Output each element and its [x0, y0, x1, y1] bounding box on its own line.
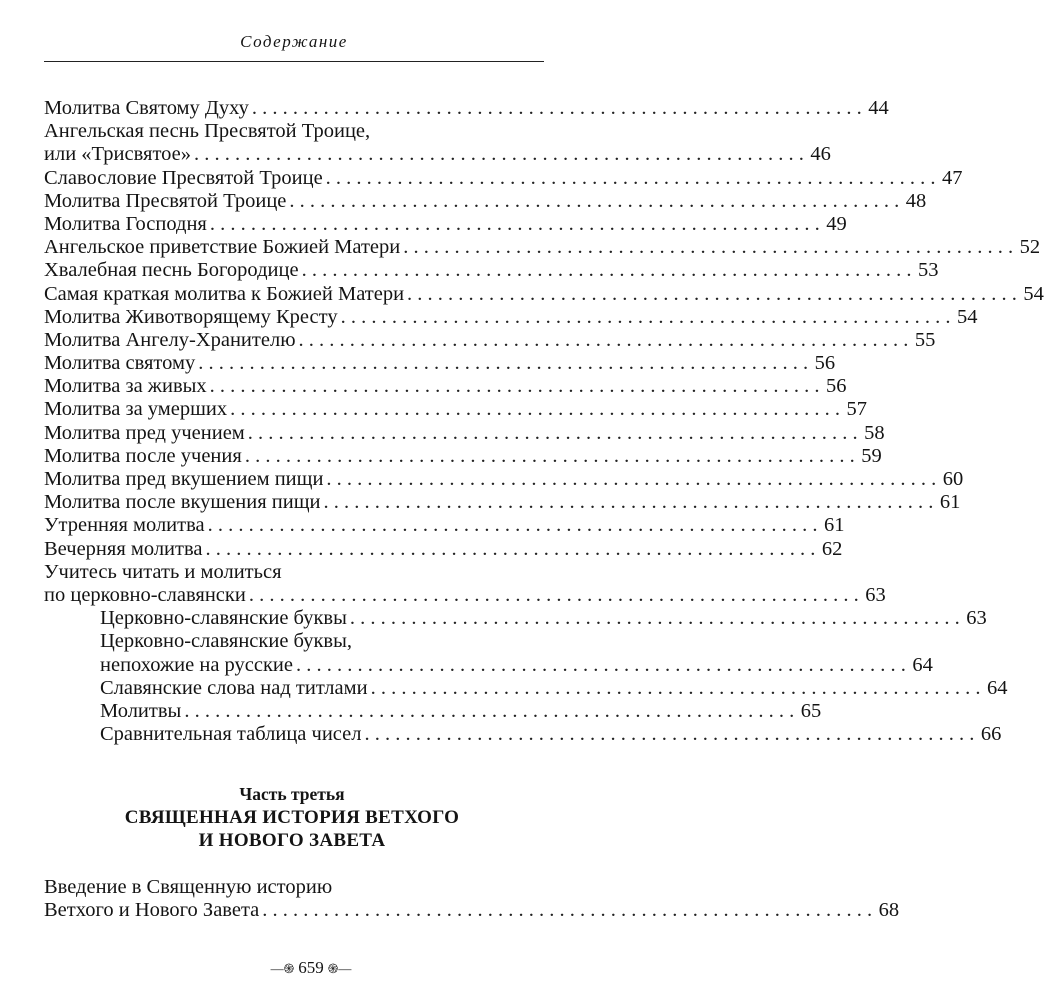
toc-entry-page: 60: [942, 468, 964, 490]
toc-entry-title: Молитва пред учением: [44, 421, 245, 444]
part-label: Часть третья: [239, 784, 345, 804]
toc-entry-title: Молитва Господня: [44, 212, 207, 235]
dot-leader: [207, 375, 823, 398]
toc-entry: [44, 166, 963, 190]
toc-entry: [44, 97, 889, 120]
toc-entry-page: 66: [980, 723, 1002, 746]
dot-leader: [400, 236, 1016, 259]
dot-leader: [293, 654, 909, 677]
page-number: 659: [298, 958, 324, 977]
toc-entry: [44, 676, 1008, 700]
dot-leader: [246, 584, 862, 607]
toc-entry: [44, 583, 886, 607]
toc-entry-page: 55: [914, 328, 936, 351]
toc-entry-page: 64: [986, 676, 1008, 699]
toc-entry-page: 53: [917, 259, 939, 282]
toc-entry: [44, 537, 843, 561]
toc-entry-page: 49: [826, 212, 847, 235]
toc-entry: [44, 561, 540, 584]
toc-entry: [44, 328, 936, 352]
toc-entry-title: Молитва Пресвятой Троице: [44, 189, 287, 212]
toc-entry: [44, 653, 933, 677]
toc-entry-title: Молитвы: [100, 699, 182, 722]
toc-entry: [44, 259, 939, 282]
toc-entry: [44, 120, 540, 143]
toc-entry-page: 54: [956, 305, 978, 328]
page-footer: [0, 958, 622, 978]
toc-entry: [44, 143, 831, 166]
dot-leader: [249, 97, 865, 120]
toc-entry: [44, 282, 1044, 306]
toc-entry-page: 52: [1019, 236, 1041, 259]
dot-leader: [286, 190, 902, 213]
toc-entry-title: Молитва пред вкушением пищи: [44, 468, 324, 490]
dot-leader: [195, 352, 811, 375]
header-rule: [44, 61, 544, 62]
dot-leader: [404, 283, 1020, 306]
toc-entry-title: Молитва после учения: [44, 444, 242, 467]
dot-leader: [320, 491, 936, 514]
toc-entry-page: 62: [821, 537, 843, 560]
dot-leader: [323, 468, 939, 491]
toc-entry: [44, 468, 964, 491]
dot-leader: [362, 723, 978, 746]
toc-entry-page: 47: [942, 166, 963, 189]
dot-leader: [205, 514, 821, 537]
toc-entry: [44, 630, 540, 653]
toc-entry-title: непохожие на русские: [100, 653, 293, 676]
toc-entry: [44, 514, 845, 537]
dot-leader: [242, 445, 858, 468]
toc-entry-page: 46: [810, 143, 831, 166]
toc-entry-page: 56: [826, 375, 847, 398]
toc-entry-title: Учитесь читать и молиться: [44, 560, 282, 583]
dot-leader: [368, 677, 984, 700]
toc-entry-page: 48: [905, 189, 927, 212]
toc-entry-page: 59: [861, 444, 882, 467]
toc-entry: [44, 491, 961, 514]
toc-entry: [44, 444, 882, 468]
toc-entry-title: Самая краткая молитва к Божией Матери: [44, 282, 405, 305]
dot-leader: [245, 422, 861, 445]
toc-entry: [44, 699, 822, 723]
toc-entry-title: Славянские слова над титлами: [100, 676, 368, 699]
toc-entry-page: 68: [878, 899, 900, 922]
toc-entry: [44, 421, 885, 445]
toc-entry-title: Введение в Священную историю: [44, 876, 333, 898]
toc-entry-page: 54: [1023, 282, 1044, 305]
toc-entry: [44, 375, 847, 398]
toc-entry: [44, 189, 927, 213]
toc-entry-title: Ангельское приветствие Божией Матери: [44, 236, 401, 259]
toc-entry-title: Хвалебная песнь Богородице: [44, 259, 299, 282]
part-title-line-1: СВЯЩЕННАЯ ИСТОРИЯ ВЕТХОГО: [124, 807, 460, 828]
toc-entry-title: Церковно-славянские буквы,: [100, 630, 352, 653]
toc-entry-title: Вечерняя молитва: [44, 537, 203, 560]
part-heading: [44, 783, 540, 852]
toc-entry-title: Молитва святому: [44, 352, 196, 375]
toc-entry-page: 63: [966, 607, 987, 630]
table-of-contents: [44, 97, 1044, 746]
toc-entry-title: или «Трисвятое»: [44, 143, 191, 166]
intro-entries: [44, 876, 900, 922]
toc-entry-title: Ангельская песнь Пресвятой Троице,: [44, 120, 371, 143]
dot-leader: [323, 167, 939, 190]
dot-leader: [338, 306, 954, 329]
toc-entry-title: Утренняя молитва: [44, 514, 205, 537]
toc-entry-title: Церковно-славянские буквы: [100, 607, 347, 630]
toc-entry-page: 65: [800, 699, 822, 722]
dot-leader: [181, 700, 797, 723]
dot-leader: [347, 607, 963, 630]
toc-entry-page: 64: [912, 653, 933, 676]
running-header: Содержание: [240, 32, 348, 51]
toc-entry-title: по церковно-славянски: [44, 583, 246, 606]
part-title-line-2: И НОВОГО ЗАВЕТА: [198, 830, 386, 851]
toc-entry-title: Сравнительная таблица чисел: [100, 723, 362, 746]
toc-entry-title: Молитва Святому Духу: [44, 97, 249, 119]
dot-leader: [299, 259, 915, 282]
toc-entry-page: 57: [846, 398, 867, 421]
toc-entry-page: 56: [814, 352, 836, 375]
toc-entry-title: Ветхого и Нового Завета: [44, 899, 260, 922]
toc-entry: [44, 212, 847, 236]
toc-entry-page: 61: [824, 514, 845, 537]
toc-entry: [44, 398, 867, 421]
toc-entry: [44, 352, 836, 375]
dot-leader: [207, 213, 823, 236]
toc-entry: [44, 305, 978, 329]
ornament-right-icon: ֍—: [327, 961, 352, 976]
toc-entry: [44, 899, 900, 922]
dot-leader: [227, 398, 843, 421]
dot-leader: [259, 899, 875, 922]
toc-entry-page: 61: [939, 491, 961, 514]
toc-entry: [44, 876, 540, 899]
toc-entry: [44, 723, 1002, 746]
toc-entry: [44, 236, 1041, 259]
toc-entry-title: Молитва Ангелу-Хранителю: [44, 328, 296, 351]
toc-entry: [44, 607, 987, 630]
toc-entry-title: Молитва после вкушения пищи: [44, 491, 321, 514]
toc-entry-title: Славословие Пресвятой Троице: [44, 166, 323, 189]
toc-entry-title: Молитва за умерших: [44, 398, 228, 421]
toc-entry-title: Молитва за живых: [44, 375, 207, 398]
toc-entry-page: 44: [868, 97, 889, 119]
toc-entry-title: Молитва Животворящему Кресту: [44, 305, 338, 328]
dot-leader: [296, 329, 912, 352]
ornament-left-icon: —֍: [270, 961, 295, 976]
dot-leader: [191, 143, 807, 166]
toc-entry-page: 58: [864, 421, 885, 444]
dot-leader: [203, 538, 819, 561]
toc-entry-page: 63: [865, 583, 886, 606]
